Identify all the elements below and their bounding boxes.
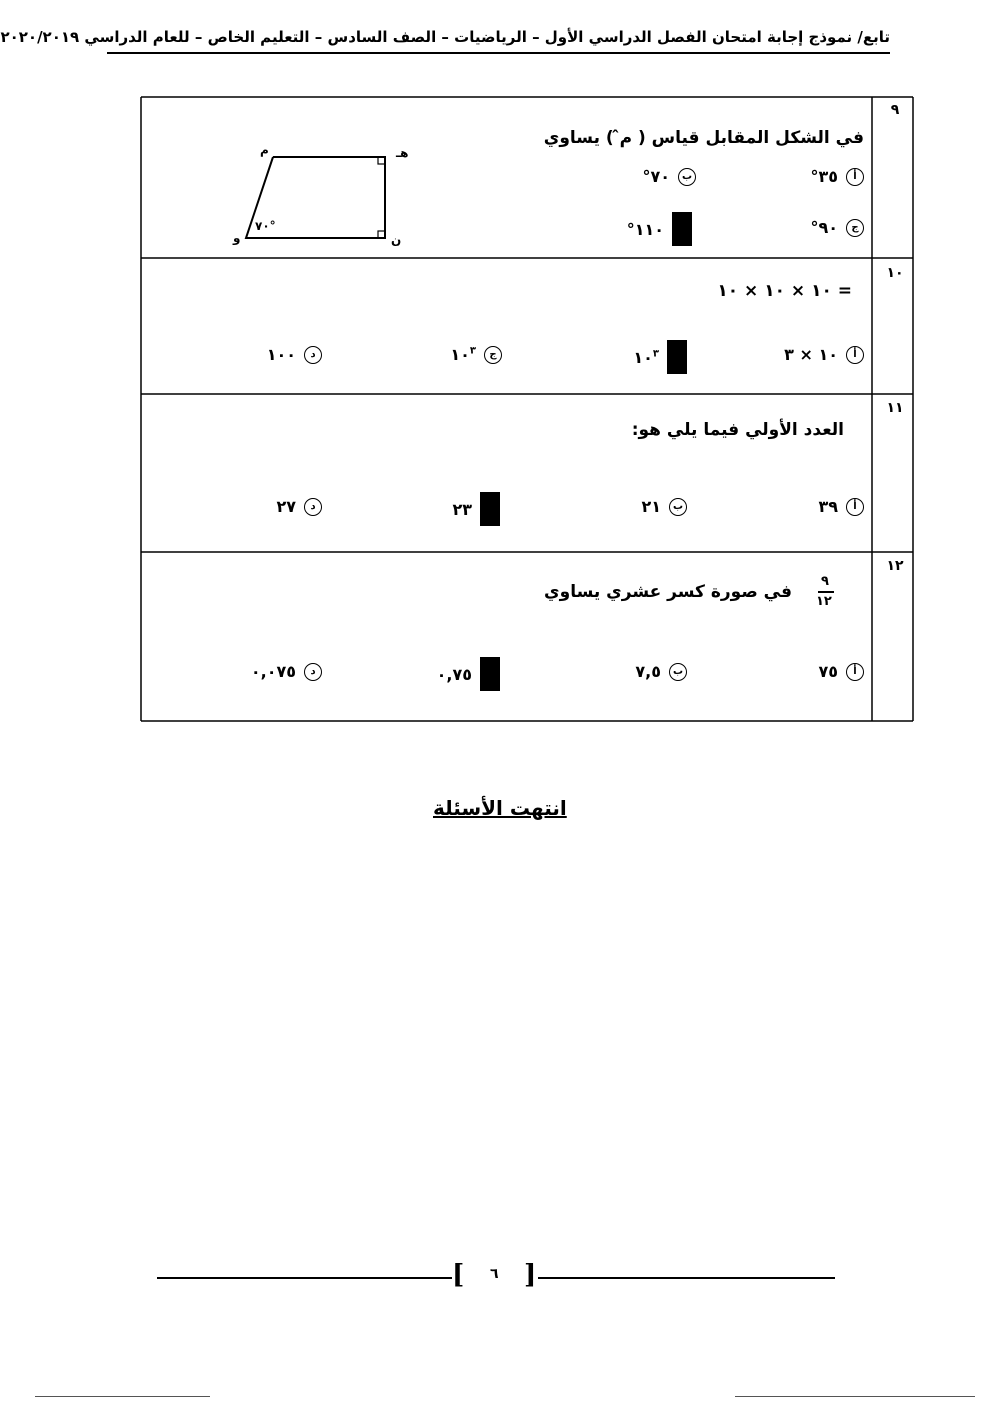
option-letter: أ — [846, 168, 864, 186]
page-number: ٦ — [490, 1266, 499, 1282]
option-value: ٠,٠٧٥ — [250, 662, 296, 681]
option-value: $١٠^٣$ — [633, 347, 659, 367]
footer-rule-right — [538, 1277, 835, 1279]
figure-label-m: م — [260, 143, 269, 157]
option-value: ٠,٧٥ — [436, 664, 472, 684]
option-value: ٧,٥ — [635, 662, 661, 681]
option-value: $١٠^٣$ — [450, 345, 476, 364]
option-b-selected — [633, 340, 687, 374]
question-number: ٩ — [890, 102, 900, 118]
option-d — [267, 345, 322, 364]
option-value: ٢٣ — [452, 499, 472, 519]
end-of-questions: انتهت الأسئلة — [433, 796, 567, 820]
option-a — [818, 497, 864, 516]
option-letter: أ — [846, 346, 864, 364]
bottom-scan-line-left — [35, 1396, 210, 1397]
question-text: في صورة كسر عشري يساوي — [544, 582, 792, 602]
fraction-numerator: ٩ — [821, 574, 829, 589]
option-value: ٢٧ — [276, 497, 296, 516]
option-value: ١١٠° — [626, 219, 664, 239]
option-letter: ب — [669, 663, 687, 681]
option-letter: ب — [678, 168, 696, 186]
footer-bracket-left: [ — [452, 1260, 465, 1290]
figure-label-w: و — [233, 231, 241, 245]
option-c — [450, 345, 502, 364]
option-value: ٩٠° — [810, 218, 838, 237]
option-value: ١٠٠ — [266, 345, 296, 364]
option-a — [810, 167, 864, 186]
bottom-scan-line-right — [735, 1396, 975, 1397]
option-d — [276, 497, 322, 516]
answer-mark — [667, 340, 687, 374]
option-letter: ج — [846, 219, 864, 237]
option-value: ٣٥° — [810, 167, 838, 186]
question-number: ١٠ — [886, 265, 904, 281]
figure-label-n: ن — [391, 233, 402, 247]
figure-label-h: هـ — [396, 146, 409, 160]
option-value: ٣٩ — [818, 497, 838, 516]
question-number: ١٢ — [886, 558, 904, 574]
option-a — [784, 345, 864, 364]
option-b — [641, 497, 687, 516]
option-letter: ب — [669, 498, 687, 516]
option-c-selected — [437, 657, 500, 691]
option-b — [642, 167, 696, 186]
answer-mark — [672, 212, 692, 246]
question-text: ١٠ × ١٠ × ١٠ = — [717, 281, 852, 301]
question-number: ١١ — [886, 400, 904, 416]
option-letter: أ — [846, 498, 864, 516]
option-value: ٧٥ — [818, 662, 838, 681]
footer-bracket-right: ] — [524, 1260, 537, 1290]
option-a — [818, 662, 864, 681]
option-d — [251, 662, 322, 681]
option-b — [635, 662, 687, 681]
page-header: تابع/ نموذج إجابة امتحان الفصل الدراسي الأول – الرياضيات – الصف السادس – التعليم الخاص – للعام الدراسي ٢٠٢٠/٢٠١٩ — [0, 28, 890, 46]
question-text: في الشكل المقابل قياس ( م̂ ) يساوي — [543, 128, 864, 148]
question-text: العدد الأولي فيما يلي هو: — [631, 420, 844, 440]
option-value: ٧٠° — [642, 167, 670, 186]
option-letter: د — [304, 346, 322, 364]
figure-angle: ٧٠° — [255, 219, 276, 233]
option-d-selected — [627, 212, 692, 246]
option-letter: ج — [484, 346, 502, 364]
answer-mark — [480, 492, 500, 526]
footer-rule-left — [157, 1277, 452, 1279]
option-value: ١٠ × ٣ — [784, 345, 838, 364]
answer-mark — [480, 657, 500, 691]
option-letter: د — [304, 498, 322, 516]
option-c — [810, 218, 864, 237]
option-c-selected — [452, 492, 500, 526]
option-value: ٢١ — [641, 497, 661, 516]
option-letter: د — [304, 663, 322, 681]
fraction-denominator: ١٢ — [816, 594, 832, 609]
option-letter: أ — [846, 663, 864, 681]
